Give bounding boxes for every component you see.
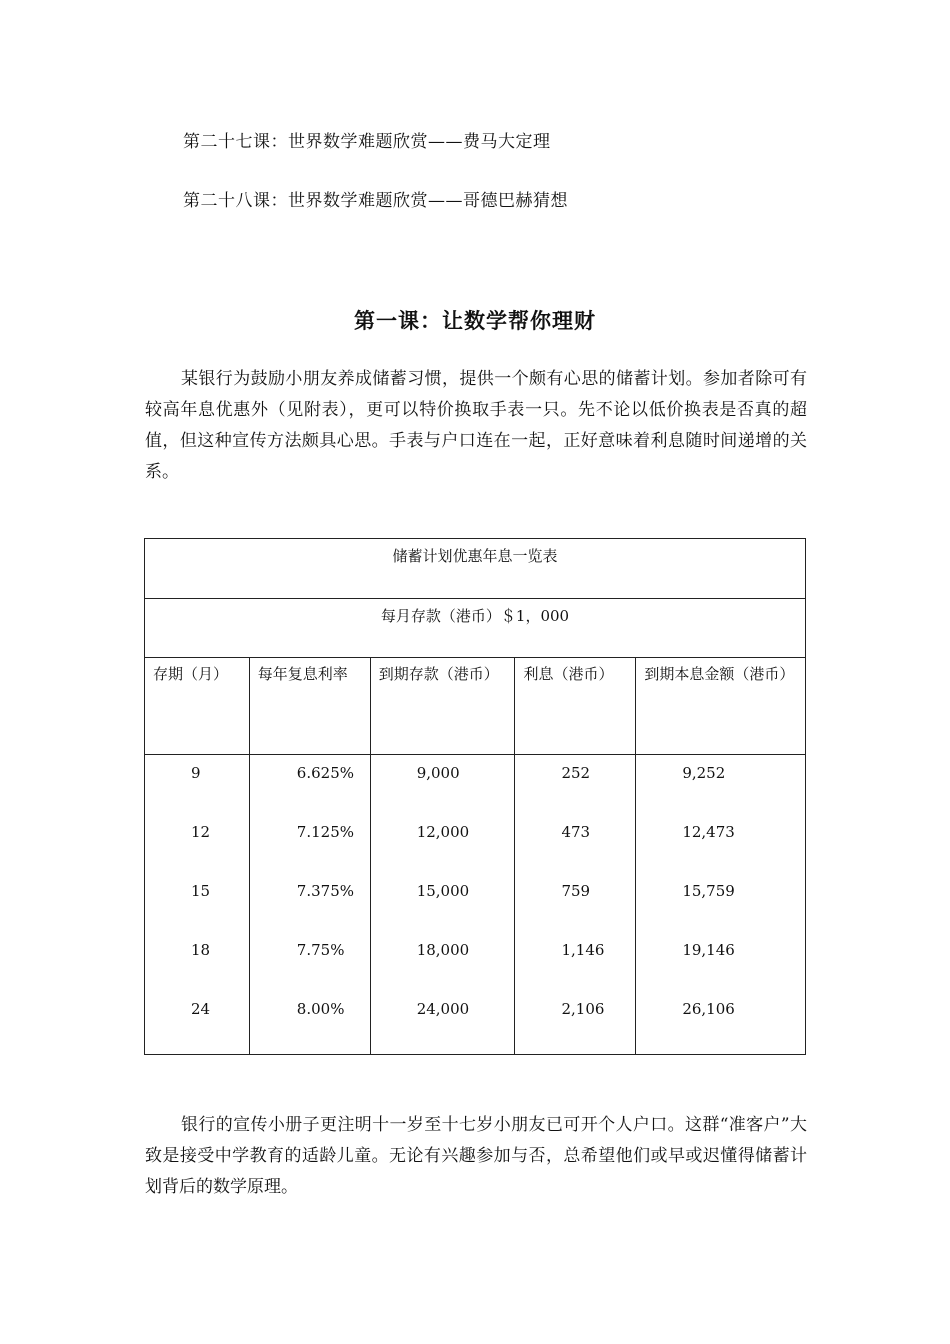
lesson-title: 第一课：让数学帮你理财 [354,308,596,333]
deposit-value: 15,000 [416,882,470,900]
term-value: 18 [191,941,211,959]
table-subtitle: 每月存款（港币）＄1，000 [380,607,570,625]
column-term [145,755,250,1055]
interest-value: 2,106 [561,1000,605,1018]
term-value: 9 [191,764,201,782]
table-body-row [145,755,806,1055]
toc-item-28: 第二十八课：世界数学难题欣赏——哥德巴赫猜想 [183,191,568,211]
total-value: 15,759 [682,882,735,900]
column-total [636,755,806,1055]
rate-value: 7.75% [296,941,345,959]
header-deposit: 到期存款（港币） [370,658,515,755]
header-total: 到期本息金额（港币） [636,658,806,755]
deposit-value: 9,000 [416,764,460,782]
interest-value: 252 [561,764,591,782]
column-deposit [370,755,515,1055]
rate-value: 6.625% [296,764,354,782]
rate-value: 7.375% [296,882,354,900]
term-value: 12 [191,823,211,841]
interest-value: 1,146 [561,941,605,959]
rate-value: 8.00% [296,1000,345,1018]
savings-rate-table [144,538,806,1055]
interest-value: 473 [561,823,591,841]
interest-value: 759 [561,882,591,900]
table-header-row [145,658,806,755]
rate-value: 7.125% [296,823,354,841]
closing-paragraph: 银行的宣传小册子更注明十一岁至十七岁小朋友已可开个人户口。这群“准客户”大致是接受中学教育的适龄儿童。无论有兴趣参加与否，总希望他们或早或迟懂得储蓄计划背后的数学原理。 [145,1115,807,1197]
header-term: 存期（月） [145,658,250,755]
table-caption: 储蓄计划优惠年息一览表 [392,547,558,565]
deposit-value: 24,000 [416,1000,470,1018]
total-value: 9,252 [682,764,726,782]
column-rate [249,755,370,1055]
total-value: 26,106 [682,1000,735,1018]
toc-item-27: 第二十七课：世界数学难题欣赏——费马大定理 [183,132,551,152]
intro-paragraph: 某银行为鼓励小朋友养成储蓄习惯，提供一个颇有心思的储蓄计划。参加者除可有较高年息优惠外（见附表），更可以特价换取手表一只。先不论以低价换表是否真的超值，但这种宣传方法颇具心思。手表与户口连在一起，正好意味着利息随时间递增的关系。 [145,369,807,482]
table-caption-cell [145,539,806,599]
total-value: 12,473 [682,823,735,841]
term-value: 15 [191,882,211,900]
header-interest: 利息（港币） [515,658,636,755]
total-value: 19,146 [682,941,735,959]
column-interest [515,755,636,1055]
deposit-value: 12,000 [416,823,470,841]
deposit-value: 18,000 [416,941,470,959]
term-value: 24 [191,1000,211,1018]
table-subtitle-cell [145,599,806,658]
header-rate: 每年复息利率 [249,658,370,755]
